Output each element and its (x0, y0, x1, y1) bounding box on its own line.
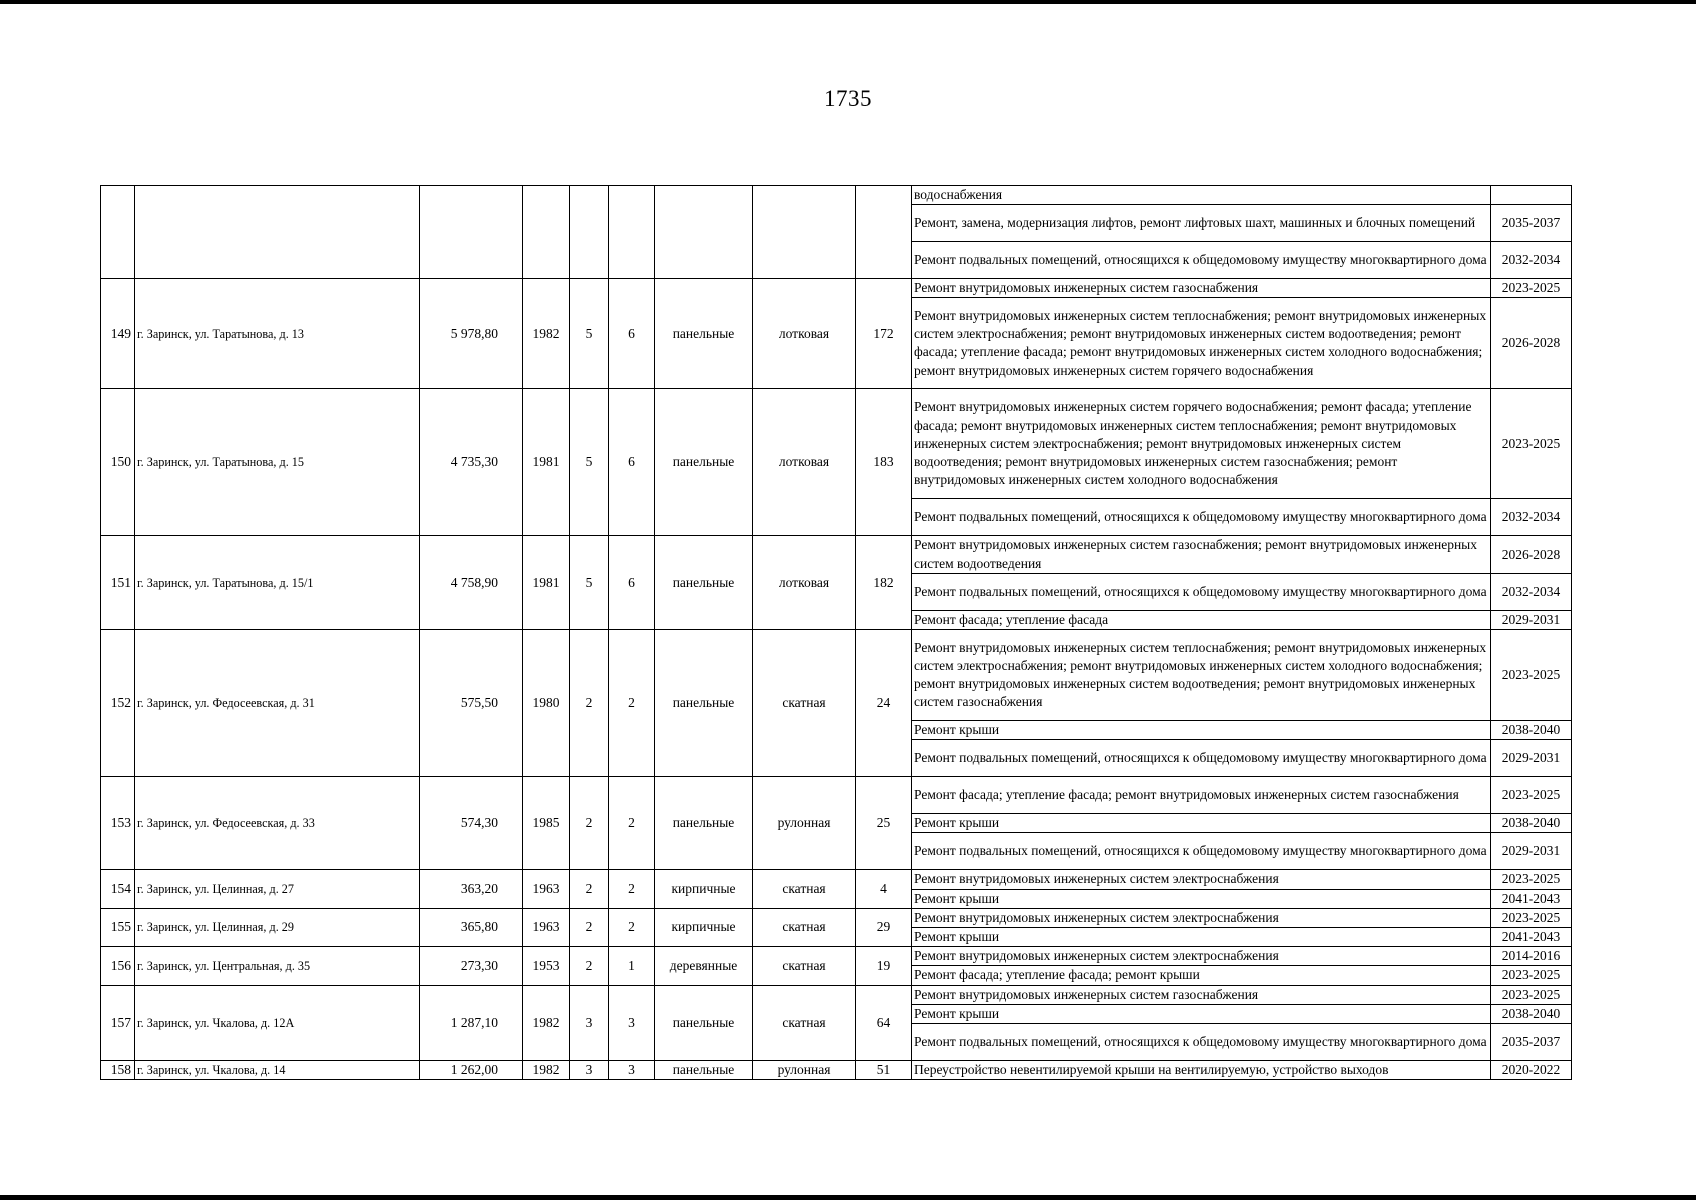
resident-count: 4 (856, 870, 912, 908)
work-description: Ремонт внутридомовых инженерных систем теплоснабжения; ремонт внутридомовых инженерных систем электроснабжения; ремонт внутридомовых инженерных систем водоотведения; ремонт фасада; утепление фасада; ремонт внутридомовых инженерных систем холодного водоснабжения; ремонт внутридомовых инженерных систем горячего водоснабжения (912, 298, 1491, 389)
build-year: 1963 (523, 908, 570, 946)
work-description: Ремонт подвальных помещений, относящихся к общедомовому имуществу многоквартирного дома (912, 573, 1491, 610)
row-number: 150 (101, 389, 135, 536)
work-description: Ремонт крыши (912, 814, 1491, 833)
total-area: 4 735,30 (420, 389, 523, 536)
entrance-count: 6 (609, 279, 655, 389)
table-row (101, 1061, 1572, 1080)
table-row (101, 630, 1572, 721)
work-description: Ремонт подвальных помещений, относящихся к общедомовому имуществу многоквартирного дома (912, 242, 1491, 279)
resident-count: 51 (856, 1061, 912, 1080)
floor-count: 3 (570, 985, 609, 1060)
work-period: 2023-2025 (1491, 870, 1572, 889)
roof-type: скатная (753, 985, 856, 1060)
row-number: 156 (101, 947, 135, 985)
work-period: 2038-2040 (1491, 1004, 1572, 1023)
row-number: 154 (101, 870, 135, 908)
work-period: 2029-2031 (1491, 833, 1572, 870)
entrance-count: 2 (609, 870, 655, 908)
building-address: г. Заринск, ул. Целинная, д. 27 (135, 870, 420, 908)
floor-count: 2 (570, 870, 609, 908)
build-year: 1982 (523, 1061, 570, 1080)
work-period: 2023-2025 (1491, 279, 1572, 298)
work-period: 2023-2025 (1491, 908, 1572, 927)
building-address: г. Заринск, ул. Чкалова, д. 12А (135, 985, 420, 1060)
row-number: 151 (101, 536, 135, 630)
wall-material: деревянные (655, 947, 753, 985)
work-period: 2026-2028 (1491, 298, 1572, 389)
table-row (101, 279, 1572, 298)
total-area: 273,30 (420, 947, 523, 985)
work-description: Ремонт внутридомовых инженерных систем газоснабжения (912, 985, 1491, 1004)
work-description: Ремонт внутридомовых инженерных систем горячего водоснабжения; ремонт фасада; утепление фасада; ремонт внутридомовых инженерных систем теплоснабжения; ремонт внутридомовых инженерных систем электроснабжения; ремонт внутридомовых инженерных систем водоотведения; ремонт внутридомовых инженерных систем газоснабжения; ремонт внутридомовых инженерных систем холодного водоснабжения (912, 389, 1491, 499)
page-number: 1735 (824, 86, 872, 111)
total-area: 1 287,10 (420, 985, 523, 1060)
build-year: 1953 (523, 947, 570, 985)
floor-count: 5 (570, 536, 609, 630)
row-number: 149 (101, 279, 135, 389)
roof-type: скатная (753, 908, 856, 946)
resident-count: 29 (856, 908, 912, 946)
table-row (101, 908, 1572, 927)
wall-material: панельные (655, 536, 753, 630)
work-description: Ремонт крыши (912, 721, 1491, 740)
resident-count: 19 (856, 947, 912, 985)
work-period: 2032-2034 (1491, 499, 1572, 536)
total-area: 5 978,80 (420, 279, 523, 389)
entrance-count: 2 (609, 777, 655, 870)
work-description: Ремонт внутридомовых инженерных систем электроснабжения (912, 870, 1491, 889)
row-number: 157 (101, 985, 135, 1060)
building-address: г. Заринск, ул. Целинная, д. 29 (135, 908, 420, 946)
work-period: 2038-2040 (1491, 721, 1572, 740)
building-address: г. Заринск, ул. Таратынова, д. 15/1 (135, 536, 420, 630)
work-description: Ремонт внутридомовых инженерных систем электроснабжения (912, 908, 1491, 927)
work-period: 2032-2034 (1491, 242, 1572, 279)
resident-count: 182 (856, 536, 912, 630)
building-address: г. Заринск, ул. Федосеевская, д. 33 (135, 777, 420, 870)
continuation-blank-cell (420, 186, 523, 279)
continuation-blank-cell (609, 186, 655, 279)
table-row (101, 777, 1572, 814)
scan-bottom-border (0, 1195, 1696, 1200)
work-description: Переустройство невентилируемой крыши на вентилируемую, устройство выходов (912, 1061, 1491, 1080)
resident-count: 24 (856, 630, 912, 777)
work-description: Ремонт подвальных помещений, относящихся к общедомовому имуществу многоквартирного дома (912, 499, 1491, 536)
work-description: Ремонт подвальных помещений, относящихся к общедомовому имуществу многоквартирного дома (912, 833, 1491, 870)
roof-type: лотковая (753, 279, 856, 389)
work-description: водоснабжения (912, 186, 1491, 205)
work-period: 2035-2037 (1491, 205, 1572, 242)
continuation-blank-cell (101, 186, 135, 279)
build-year: 1980 (523, 630, 570, 777)
resident-count: 172 (856, 279, 912, 389)
work-description: Ремонт внутридомовых инженерных систем газоснабжения; ремонт внутридомовых инженерных систем водоотведения (912, 536, 1491, 573)
table-row (101, 947, 1572, 966)
floor-count: 5 (570, 279, 609, 389)
continuation-blank-cell (655, 186, 753, 279)
work-period: 2023-2025 (1491, 630, 1572, 721)
continuation-blank-cell (570, 186, 609, 279)
work-description: Ремонт внутридомовых инженерных систем электроснабжения (912, 947, 1491, 966)
build-year: 1981 (523, 536, 570, 630)
work-description: Ремонт фасада; утепление фасада; ремонт крыши (912, 966, 1491, 985)
roof-type: скатная (753, 870, 856, 908)
wall-material: панельные (655, 279, 753, 389)
continuation-blank-cell (856, 186, 912, 279)
roof-type: лотковая (753, 536, 856, 630)
work-period: 2041-2043 (1491, 889, 1572, 908)
build-year: 1982 (523, 985, 570, 1060)
row-number: 152 (101, 630, 135, 777)
building-address: г. Заринск, ул. Чкалова, д. 14 (135, 1061, 420, 1080)
total-area: 574,30 (420, 777, 523, 870)
work-period: 2035-2037 (1491, 1024, 1572, 1061)
roof-type: скатная (753, 630, 856, 777)
table-body (101, 186, 1572, 1080)
table-row (101, 870, 1572, 889)
wall-material: кирпичные (655, 908, 753, 946)
floor-count: 3 (570, 1061, 609, 1080)
work-period: 2023-2025 (1491, 985, 1572, 1004)
wall-material: панельные (655, 389, 753, 536)
table-row (101, 186, 1572, 205)
building-address: г. Заринск, ул. Федосеевская, д. 31 (135, 630, 420, 777)
entrance-count: 2 (609, 630, 655, 777)
wall-material: панельные (655, 985, 753, 1060)
total-area: 4 758,90 (420, 536, 523, 630)
work-description: Ремонт крыши (912, 1004, 1491, 1023)
work-period: 2029-2031 (1491, 740, 1572, 777)
row-number: 153 (101, 777, 135, 870)
roof-type: рулонная (753, 1061, 856, 1080)
build-year: 1985 (523, 777, 570, 870)
entrance-count: 6 (609, 389, 655, 536)
total-area: 363,20 (420, 870, 523, 908)
work-description: Ремонт внутридомовых инженерных систем теплоснабжения; ремонт внутридомовых инженерных систем электроснабжения; ремонт внутридомовых инженерных систем холодного водоснабжения; ремонт внутридомовых инженерных систем водоотведения; ремонт внутридомовых инженерных систем газоснабжения (912, 630, 1491, 721)
wall-material: кирпичные (655, 870, 753, 908)
work-period: 2023-2025 (1491, 777, 1572, 814)
building-address: г. Заринск, ул. Таратынова, д. 13 (135, 279, 420, 389)
total-area: 365,80 (420, 908, 523, 946)
work-description: Ремонт фасада; утепление фасада; ремонт внутридомовых инженерных систем газоснабжения (912, 777, 1491, 814)
floor-count: 5 (570, 389, 609, 536)
floor-count: 2 (570, 947, 609, 985)
work-period: 2029-2031 (1491, 610, 1572, 629)
entrance-count: 2 (609, 908, 655, 946)
work-description: Ремонт внутридомовых инженерных систем газоснабжения (912, 279, 1491, 298)
entrance-count: 6 (609, 536, 655, 630)
row-number: 158 (101, 1061, 135, 1080)
work-period: 2014-2016 (1491, 947, 1572, 966)
table-row (101, 389, 1572, 499)
work-period (1491, 186, 1572, 205)
work-period: 2041-2043 (1491, 928, 1572, 947)
table-row (101, 536, 1572, 573)
work-period: 2023-2025 (1491, 966, 1572, 985)
build-year: 1982 (523, 279, 570, 389)
floor-count: 2 (570, 630, 609, 777)
resident-count: 25 (856, 777, 912, 870)
entrance-count: 3 (609, 985, 655, 1060)
housing-repair-table (100, 185, 1572, 1080)
work-description: Ремонт подвальных помещений, относящихся к общедомовому имуществу многоквартирного дома (912, 1024, 1491, 1061)
entrance-count: 3 (609, 1061, 655, 1080)
total-area: 1 262,00 (420, 1061, 523, 1080)
resident-count: 64 (856, 985, 912, 1060)
entrance-count: 1 (609, 947, 655, 985)
build-year: 1963 (523, 870, 570, 908)
scan-top-border (0, 0, 1696, 4)
work-period: 2026-2028 (1491, 536, 1572, 573)
wall-material: панельные (655, 777, 753, 870)
work-description: Ремонт фасада; утепление фасада (912, 610, 1491, 629)
work-description: Ремонт подвальных помещений, относящихся к общедомовому имуществу многоквартирного дома (912, 740, 1491, 777)
build-year: 1981 (523, 389, 570, 536)
table-row (101, 985, 1572, 1004)
roof-type: лотковая (753, 389, 856, 536)
floor-count: 2 (570, 777, 609, 870)
resident-count: 183 (856, 389, 912, 536)
roof-type: скатная (753, 947, 856, 985)
continuation-blank-cell (135, 186, 420, 279)
wall-material: панельные (655, 630, 753, 777)
work-period: 2020-2022 (1491, 1061, 1572, 1080)
work-description: Ремонт крыши (912, 889, 1491, 908)
roof-type: рулонная (753, 777, 856, 870)
work-description: Ремонт крыши (912, 928, 1491, 947)
wall-material: панельные (655, 1061, 753, 1080)
floor-count: 2 (570, 908, 609, 946)
building-address: г. Заринск, ул. Таратынова, д. 15 (135, 389, 420, 536)
work-period: 2032-2034 (1491, 573, 1572, 610)
building-address: г. Заринск, ул. Центральная, д. 35 (135, 947, 420, 985)
total-area: 575,50 (420, 630, 523, 777)
continuation-blank-cell (753, 186, 856, 279)
work-period: 2038-2040 (1491, 814, 1572, 833)
work-period: 2023-2025 (1491, 389, 1572, 499)
continuation-blank-cell (523, 186, 570, 279)
row-number: 155 (101, 908, 135, 946)
work-description: Ремонт, замена, модернизация лифтов, ремонт лифтовых шахт, машинных и блочных помещений (912, 205, 1491, 242)
